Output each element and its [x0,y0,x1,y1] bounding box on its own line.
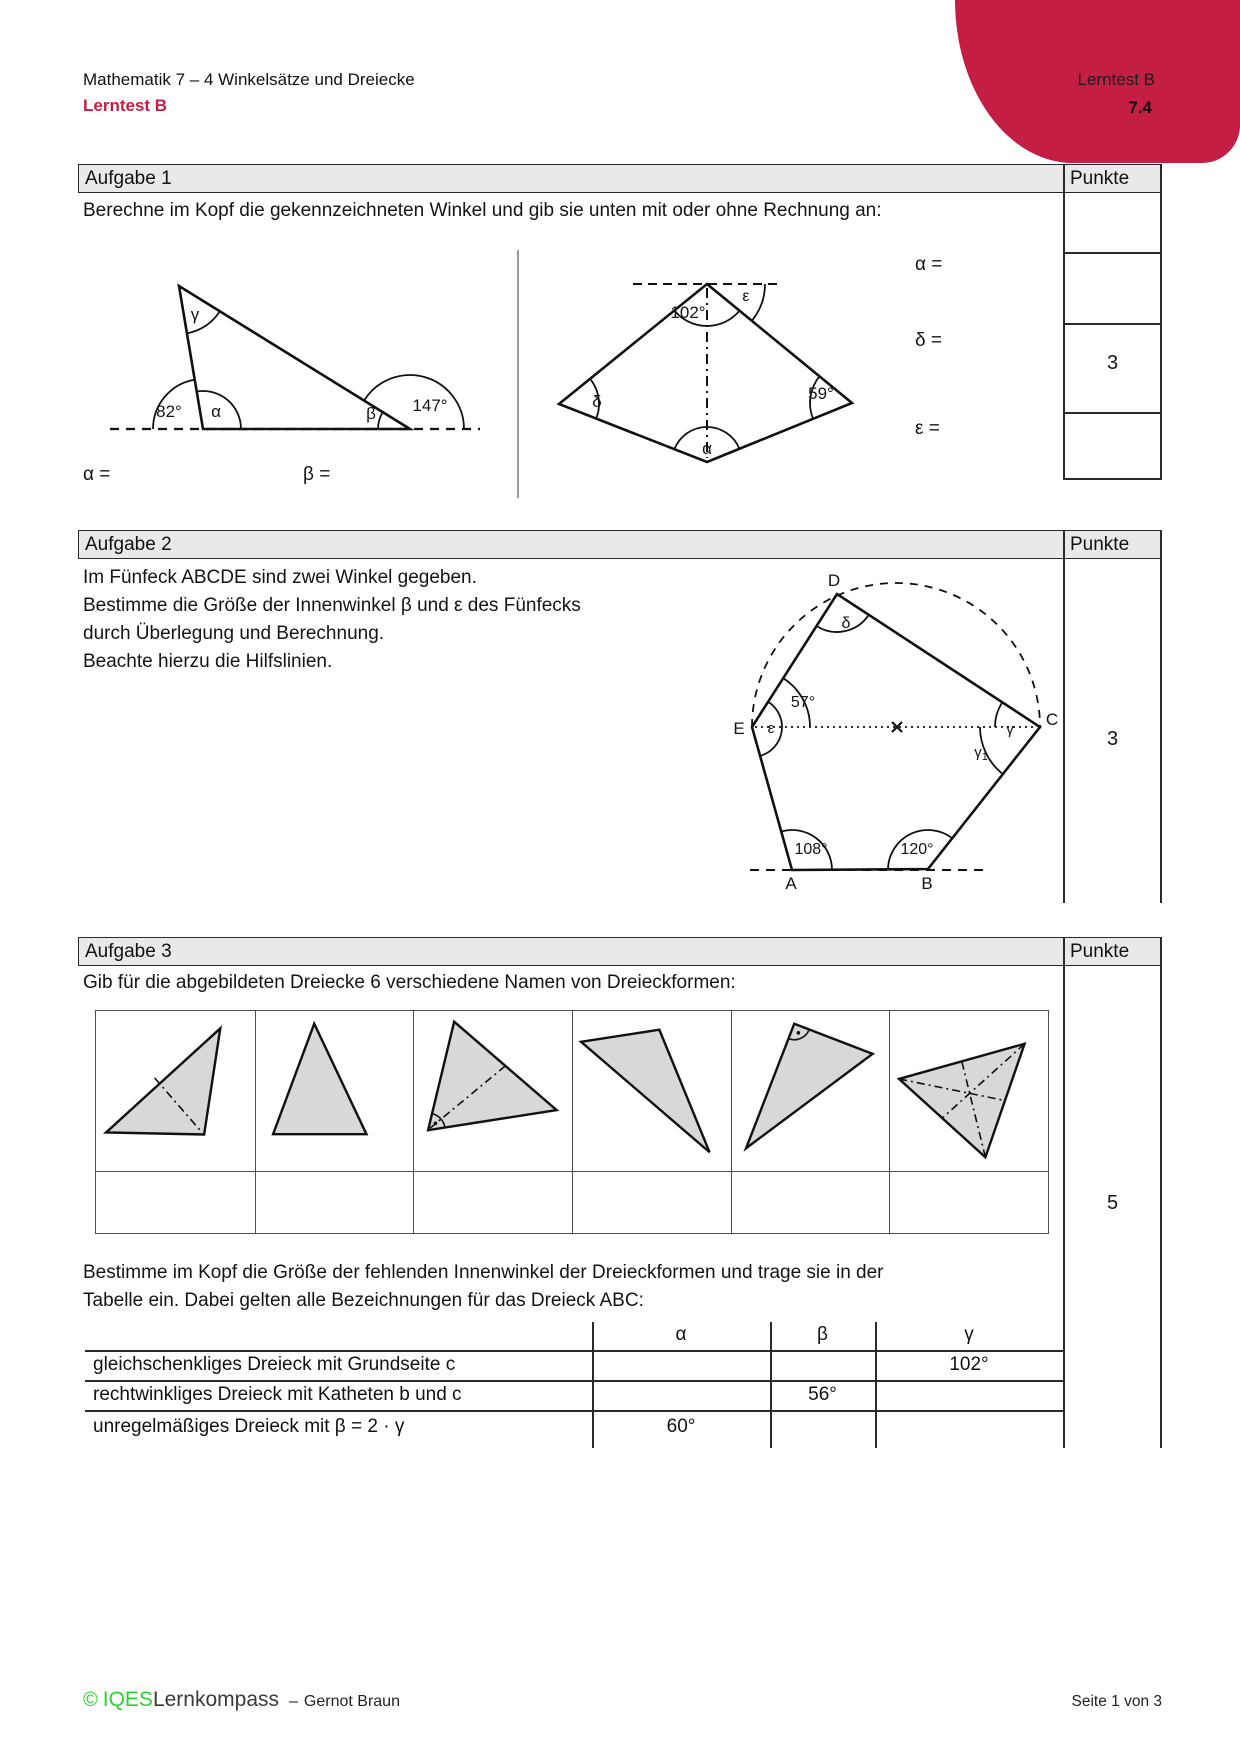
badge-chapter-number: 7.4 [1128,98,1152,117]
answer-cell [96,1171,255,1233]
gamma-label: γ [190,305,200,324]
column-header-gamma: γ [964,1324,974,1345]
gamma-label: γ [1006,721,1014,738]
task1-points-separator [1063,252,1162,254]
triangle-thumbnail-1 [96,1011,255,1171]
triangle-thumbnail-3 [413,1011,572,1171]
right-angle-label: 59° [808,384,834,403]
gamma-angle-arc [995,702,1002,727]
triangle-shape [273,1024,366,1134]
triangle-shape [106,1028,220,1134]
task3-title: Aufgabe 3 [85,940,172,962]
triangle-1-figure [96,1011,255,1171]
triangle-shape [581,1030,710,1153]
column-header-alpha: α [675,1324,687,1345]
task1-answer-alpha-left: α = [83,464,111,485]
beta-label: β [366,404,376,423]
answer-cell [572,1171,731,1233]
triangle-5-figure [732,1011,890,1171]
gamma1-symbol: γ [974,744,982,761]
task1-points-divider [1063,164,1065,478]
task1-header-row [78,164,1162,193]
top-angle-label: 102° [670,303,706,322]
epsilon-label: ε [742,288,750,305]
task1-triangle-figure [85,228,495,443]
task1-points-separator [1063,323,1162,325]
triangle-2-figure [256,1011,414,1171]
task3-instruction: Gib für die abgebildeten Dreiecke 6 verschiedene Namen von Dreieckformen: [83,972,736,993]
footer-author: Gernot Braun [303,1693,400,1710]
copyright-icon: © [83,1689,98,1711]
task2-instruction-line3: durch Überlegung und Berechnung. [83,623,385,644]
task3-instruction2-line1: Bestimme im Kopf die Größe der fehlenden Innenwinkel der Dreieckformen und trage sie in der [83,1262,884,1283]
task1-points-value: 3 [1106,352,1119,374]
task1-instruction: Berechne im Kopf die gekennzeichneten Winkel und gib sie unten mit oder ohne Rechnung an: [83,200,882,221]
task2-header-row [78,530,1162,559]
column-header-beta: β [817,1324,828,1345]
task2-instruction-line1: Im Fünfeck ABCDE sind zwei Winkel gegeben. [83,567,477,588]
task3-instruction2-line2: Tabelle ein. Dabei gelten alle Bezeichnungen für das Dreieck ABC: [83,1290,644,1311]
delta-label: δ [841,615,851,632]
alpha-label: α [211,402,221,421]
table-row-label: unregelmäßiges Dreieck mit β = 2 · γ [93,1416,405,1437]
triangle-3-figure [414,1011,572,1171]
vertex-D-label: D [827,571,841,590]
task1-points-separator [1063,412,1162,414]
task1-title: Aufgabe 1 [85,167,172,189]
footer [83,1688,400,1712]
task1-answer-alpha: α = [915,254,943,275]
task2-instruction-line4: Beachte hierzu die Hilfslinien. [83,651,333,672]
figure-divider [517,250,519,498]
footer-brand-lernkompass: Lernkompass [152,1688,279,1711]
gamma1-subscript: 1 [981,751,988,763]
task2-pentagon-figure [655,560,1085,895]
footer-brand-iqes: IQES [102,1688,153,1711]
table-row-label: rechtwinkliges Dreieck mit Katheten b und c [93,1384,462,1405]
triangle-shape [746,1024,873,1149]
task2-points-value: 3 [1106,728,1119,750]
task2-instruction-line2: Bestimme die Größe der Innenwinkel β und ε des Fünfecks [83,595,581,616]
triangle-thumbnail-5 [731,1011,890,1171]
right-angle-dot [796,1031,800,1035]
task1-points-separator [1063,478,1162,480]
ext-left-label: 82° [156,402,182,421]
task1-kite-figure [540,240,875,475]
test-title: Lerntest B [83,96,168,115]
task1-points-label: Punkte [1064,165,1161,192]
delta-label: δ [592,392,602,411]
badge-test-label: Lerntest B [1077,70,1155,89]
corner-badge [955,0,1240,163]
triangle-grid [95,1010,1049,1234]
table-row-divider [85,1380,1063,1382]
table-row-divider [85,1350,1063,1352]
task1-points-right-border [1160,164,1162,478]
triangle-thumbnail-4 [572,1011,731,1171]
answer-cell [889,1171,1048,1233]
task3-points-label: Punkte [1064,938,1161,965]
epsilon-angle-arc [752,284,765,321]
task2-points-divider [1063,530,1065,903]
table-row-divider [85,1410,1063,1412]
epsilon-label: ε [767,720,775,737]
vertex-A-label: A [785,874,797,893]
task1-answer-beta-left: β = [303,464,331,485]
triangle-thumbnail-2 [255,1011,414,1171]
ext-right-label: 147° [412,396,448,415]
table-cell-gamma: 102° [949,1354,989,1375]
task3-header-row [78,937,1162,966]
angle-108-label: 108° [794,841,828,858]
task3-points-value: 5 [1106,1192,1119,1214]
alpha-label: α [702,439,712,458]
table-row-label: gleichschenkliges Dreieck mit Grundseite c [93,1354,456,1375]
answer-cell [731,1171,890,1233]
angle-57-label: 57° [790,694,816,711]
table-cell-alpha: 60° [666,1416,696,1437]
course-title: Mathematik 7 – 4 Winkelsätze und Dreiecke [83,70,415,89]
task1-answer-epsilon: ε = [915,418,940,439]
task2-points-label: Punkte [1064,531,1161,558]
footer-dash: – [289,1693,298,1710]
vertex-E-label: E [733,719,745,738]
angle-120-label: 120° [900,841,934,858]
triangle-thumbnail-6 [889,1011,1048,1171]
pentagon-shape [752,594,1040,870]
triangle-6-figure [890,1011,1048,1171]
answer-cell [413,1171,572,1233]
beta-angle-arc [378,412,383,429]
table-cell-beta: 56° [808,1384,837,1405]
task2-points-right-border [1160,530,1162,903]
triangle-4-figure [573,1011,731,1171]
page-number: Seite 1 von 3 [1071,1693,1162,1710]
right-angle-dot [434,1122,438,1126]
vertex-B-label: B [921,874,933,893]
task2-title: Aufgabe 2 [85,533,172,555]
angle-table [85,1322,1063,1448]
answer-cell [255,1171,414,1233]
task1-answer-delta: δ = [915,330,942,351]
vertex-C-label: C [1045,710,1059,729]
gamma1-label [974,744,988,763]
